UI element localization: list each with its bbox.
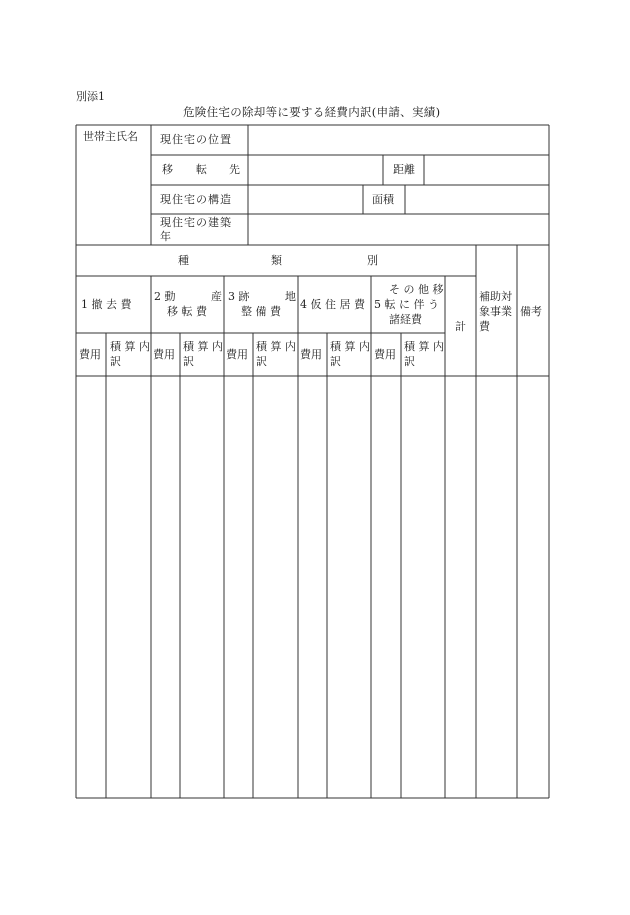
movables-transfer-header-a: 2 動 xyxy=(154,290,176,303)
breakdown-subheader-5-cont: 訳 xyxy=(404,355,415,368)
category-header-1: 種 xyxy=(178,254,189,267)
breakdown-subheader-4: 積 算 内 xyxy=(330,340,370,353)
built-year-label: 現住宅の建築 xyxy=(160,216,232,229)
remarks-header: 備考 xyxy=(520,305,542,318)
other-expenses-header-3: 諸経費 xyxy=(389,313,422,326)
category-header-3: 別 xyxy=(367,254,378,267)
breakdown-subheader-5: 積 算 内 xyxy=(404,340,444,353)
householder-name-label: 世帯主氏名 xyxy=(83,130,138,143)
area-label: 面積 xyxy=(372,193,394,206)
movables-transfer-header-b: 産 xyxy=(211,290,222,303)
movables-transfer-header-c: 移 転 費 xyxy=(167,305,207,318)
document-title: 危険住宅の除却等に要する経費内訳(申請、実績) xyxy=(183,105,441,119)
site-maintenance-header-a: 3 跡 xyxy=(228,290,250,303)
other-expenses-header-1: そ の 他 移 xyxy=(389,283,444,296)
removal-cost-header: 1 撤 去 費 xyxy=(81,298,132,311)
breakdown-subheader-3-cont: 訳 xyxy=(256,355,267,368)
breakdown-subheader-3: 積 算 内 xyxy=(256,340,296,353)
destination-label-3: 先 xyxy=(229,163,240,176)
area-field[interactable] xyxy=(405,185,549,214)
breakdown-subheader-1: 積 算 内 xyxy=(110,340,150,353)
built-year-label-continued: 年 xyxy=(160,230,171,243)
structure-label: 現住宅の構造 xyxy=(160,193,232,206)
other-expenses-header-2: 5 転 に 伴 う xyxy=(374,298,439,311)
current-location-label: 現住宅の位置 xyxy=(160,133,232,146)
category-header-2: 類 xyxy=(271,254,282,267)
breakdown-subheader-1-cont: 訳 xyxy=(110,355,121,368)
cost-subheader-5: 費用 xyxy=(374,348,396,361)
annex-label: 別添1 xyxy=(76,90,105,103)
cost-subheader-3: 費用 xyxy=(226,348,248,361)
breakdown-subheader-2: 積 算 内 xyxy=(183,340,223,353)
structure-field[interactable] xyxy=(248,185,363,214)
cost-entry-area[interactable] xyxy=(76,376,549,798)
cost-subheader-4: 費用 xyxy=(300,348,322,361)
destination-label-2: 転 xyxy=(196,163,207,176)
subsidy-header-3: 費 xyxy=(479,320,490,333)
destination-label-1: 移 xyxy=(162,163,173,176)
subsidy-header-1: 補助対 xyxy=(479,290,512,303)
breakdown-subheader-2-cont: 訳 xyxy=(183,355,194,368)
temporary-housing-header: 4 仮 住 居 費 xyxy=(300,298,365,311)
breakdown-subheader-4-cont: 訳 xyxy=(330,355,341,368)
total-header: 計 xyxy=(455,320,466,333)
site-maintenance-header-b: 地 xyxy=(285,290,296,303)
current-location-field[interactable] xyxy=(248,125,549,155)
subsidy-header-2: 象事業 xyxy=(479,305,512,318)
destination-field[interactable] xyxy=(248,155,383,185)
cost-subheader-1: 費用 xyxy=(79,348,101,361)
distance-field[interactable] xyxy=(424,155,549,185)
cost-subheader-2: 費用 xyxy=(153,348,175,361)
built-year-field[interactable] xyxy=(248,214,549,245)
distance-label: 距離 xyxy=(393,163,415,176)
site-maintenance-header-c: 整 備 費 xyxy=(241,305,281,318)
